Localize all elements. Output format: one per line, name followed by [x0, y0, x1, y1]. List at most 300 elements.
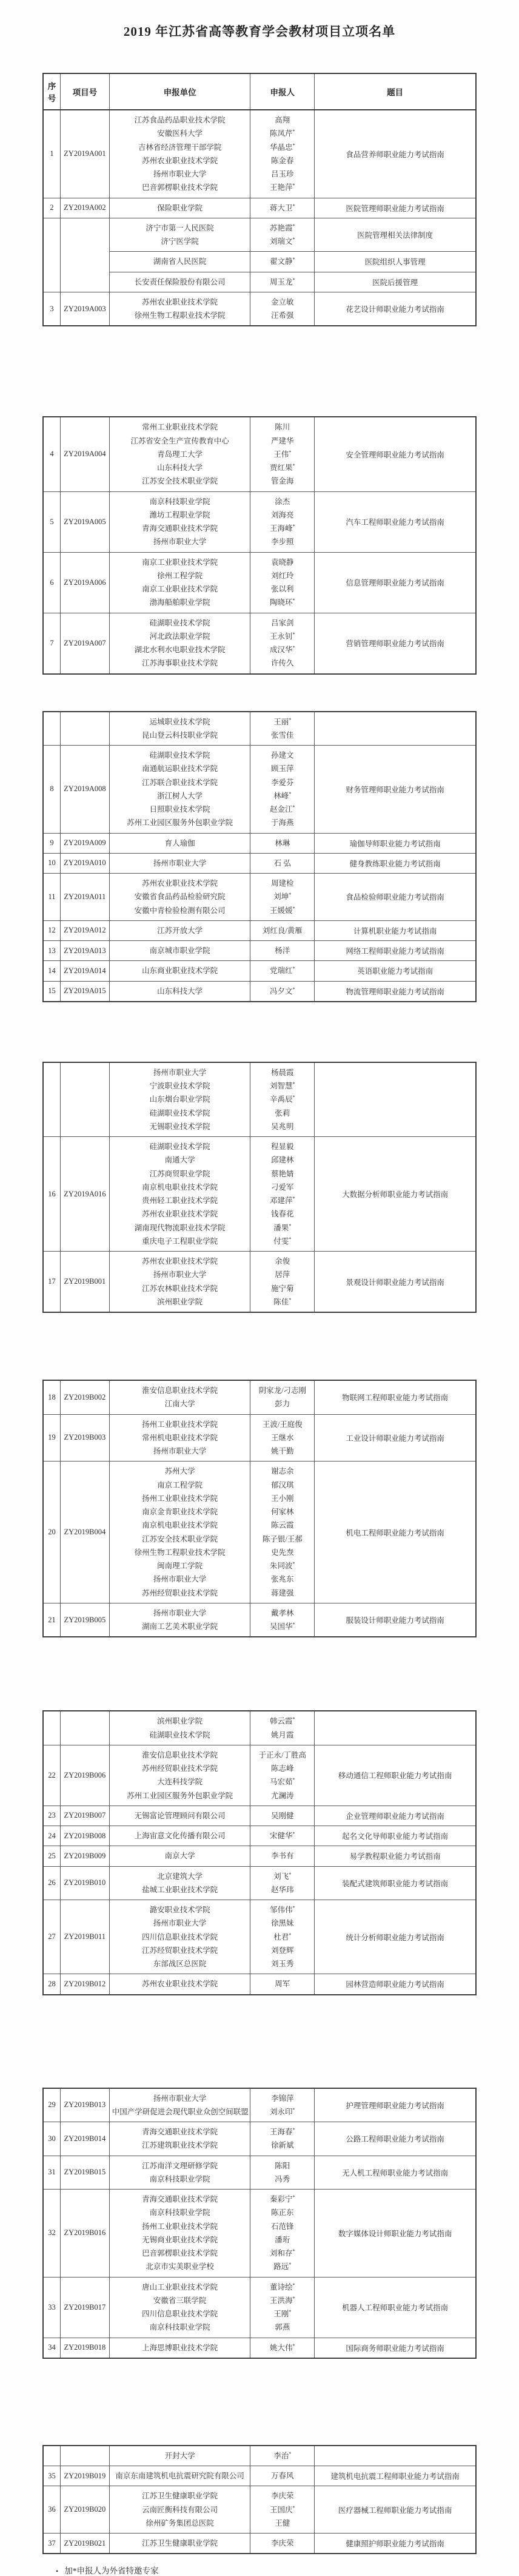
- code-cell: ZY2019B016: [61, 2190, 110, 2278]
- table-row: [43, 1252, 476, 1313]
- code-cell: ZY2019A008: [61, 746, 110, 834]
- title-cell: 计算机职业能力考试指南: [315, 920, 476, 940]
- applicant-cell: [250, 2534, 315, 2554]
- serial-cell: 21: [43, 1603, 61, 1637]
- unit-name: 滨州职业学院: [157, 1297, 203, 1306]
- applicant-name: 刘智慧*: [270, 1081, 295, 1090]
- applicant-name: 冯秀: [275, 2174, 290, 2183]
- applicant-name: 袁晓静: [271, 558, 294, 567]
- invited-expert-mark: *: [292, 1716, 295, 1722]
- unit-name: 江苏安全技术职业学院: [142, 477, 218, 486]
- applicant-name: 谢志余: [271, 1467, 294, 1476]
- unit-cell: [109, 613, 250, 674]
- unit-cell: [109, 272, 250, 292]
- applicant-name: 居萍: [275, 1270, 290, 1280]
- unit-cell: [109, 1806, 250, 1826]
- serial-cell: [43, 1062, 61, 1137]
- unit-name: 硅湖职业技术学院: [149, 1730, 210, 1739]
- unit-name: 江苏省安全生产宣传教育中心: [130, 436, 229, 445]
- table-row: [43, 2156, 476, 2190]
- page-section: [42, 1380, 477, 1637]
- applicant-name: 吕玉珍: [271, 170, 294, 178]
- serial-cell: [43, 218, 61, 292]
- invited-expert-mark: *: [292, 1777, 295, 1783]
- unit-name: 苏州经贸职业技术学院: [142, 1588, 218, 1597]
- unit-cell: [109, 1062, 250, 1137]
- serial-cell: 11: [43, 874, 61, 921]
- invited-expert-mark: *: [292, 277, 295, 283]
- unit-cell: [109, 1745, 250, 1806]
- applicant-name: 石范锋: [271, 2222, 294, 2231]
- unit-name: 青海交通职业技术学院: [142, 2195, 218, 2203]
- applicant-name: 翟文静*: [270, 257, 295, 266]
- unit-name: 苏州农业职业技术学院: [142, 1257, 218, 1266]
- title-cell: 起名文化导师职业能力考试指南: [315, 1826, 476, 1846]
- unit-name: 山东科技大学: [157, 986, 203, 996]
- unit-name: 常州工业职业技术学院: [142, 423, 218, 432]
- unit-name: 安徽中青检验检测有限公司: [134, 906, 226, 915]
- title-cell: 国际商务师职业能力考试指南: [315, 2338, 476, 2358]
- title-cell: 食品营养师职业能力考试指南: [315, 110, 476, 198]
- applicant-name: 于正永/丁胜高: [258, 1750, 307, 1759]
- header-row: [43, 73, 476, 110]
- serial-cell: 3: [43, 292, 61, 326]
- unit-name: 青海交通职业技术学院: [142, 2128, 218, 2136]
- table-row: [43, 1826, 476, 1846]
- title-cell: 瑜伽导师职业能力考试指南: [315, 833, 476, 853]
- applicant-name: 林峰*: [273, 791, 292, 800]
- unit-name: 北京市实美职业学校: [146, 2262, 214, 2271]
- applicant-name: 张莉: [275, 1108, 290, 1118]
- unit-name: 扬州工业职业技术学院: [142, 2222, 218, 2231]
- applicant-name: 潘果*: [273, 1222, 292, 1232]
- page-section: [42, 2088, 477, 2359]
- invited-expert-mark: *: [292, 2504, 295, 2510]
- unit-name: 江苏商贸职业学院: [149, 1169, 210, 1178]
- unit-name: 闽南理工学院: [157, 1562, 203, 1570]
- unit-name: 江苏联合职业技术学院: [142, 778, 218, 787]
- title-cell: [315, 1062, 476, 1137]
- serial-cell: [43, 712, 61, 746]
- table-row: [43, 1866, 476, 1900]
- unit-name: 江苏农林职业技术学院: [142, 1284, 218, 1293]
- unit-name: 扬州市职业大学: [153, 538, 207, 547]
- invited-expert-mark: *: [289, 2450, 292, 2456]
- applicant-cell: [250, 961, 315, 981]
- unit-cell: [109, 2534, 250, 2554]
- applicant-name: 彭力: [275, 1400, 290, 1409]
- applicant-name: 蒋建强: [271, 1588, 294, 1597]
- applicant-name: 辛禹辰*: [270, 1094, 295, 1104]
- title-cell: 安全管理师职业能力考试指南: [315, 417, 476, 491]
- applicant-name: 陶晓环*: [270, 598, 295, 607]
- invited-expert-mark: *: [292, 142, 295, 148]
- title-cell: 无人机工程师职业能力考试指南: [315, 2156, 476, 2190]
- serial-cell: 17: [43, 1252, 61, 1313]
- unit-cell: [109, 198, 250, 218]
- project-table: [42, 2445, 477, 2555]
- unit-name: 湖南省人民医院: [153, 257, 207, 266]
- code-cell: [61, 218, 110, 292]
- applicant-cell: [250, 712, 315, 746]
- code-cell: ZY2019A002: [61, 198, 110, 218]
- code-cell: [61, 1062, 110, 1137]
- invited-expert-mark: *: [289, 1932, 292, 1938]
- applicant-name: 李书有: [271, 1852, 294, 1861]
- unit-cell: [109, 2486, 250, 2534]
- unit-name: 南京机电职业技术学院: [142, 1521, 218, 1530]
- serial-cell: 22: [43, 1745, 61, 1806]
- unit-name: 南京工业职业技术学院: [142, 558, 218, 567]
- applicant-cell: [250, 853, 315, 873]
- applicant-name: 吴国华*: [270, 1621, 295, 1631]
- applicant-cell: [250, 1252, 315, 1313]
- unit-name: 潞安职业技术学院: [149, 1906, 210, 1914]
- applicant-name: 朱同波*: [270, 1560, 295, 1570]
- invited-expert-mark: *: [292, 257, 295, 263]
- unit-cell: [109, 2088, 250, 2122]
- unit-name: 南京金肯职业技术学院: [142, 1508, 218, 1516]
- unit-cell: [109, 2446, 250, 2466]
- unit-name: 徐州生物工程职业技术学院: [134, 311, 226, 320]
- unit-name: 运城职业技术学院: [149, 717, 210, 726]
- title-cell: 园林营造师职业能力考试指南: [315, 1974, 476, 1995]
- code-cell: ZY2019B013: [61, 2088, 110, 2122]
- applicant-name: 蔡艳婧: [271, 1169, 294, 1178]
- unit-cell: [109, 833, 250, 853]
- unit-name: 苏州农业职业技术学院: [142, 1210, 218, 1219]
- column-header: 项目号: [61, 73, 110, 110]
- project-table: [42, 1062, 477, 1313]
- table-row: [43, 1806, 476, 1826]
- serial-cell: 26: [43, 1866, 61, 1900]
- unit-name: 硅湖职业技术学院: [149, 751, 210, 760]
- invited-expert-mark: *: [292, 2282, 295, 2288]
- table-row: [43, 1900, 476, 1974]
- unit-name: 徐州生物工程职业技术学院: [134, 1548, 226, 1557]
- title-cell: 健身教练职业能力考试指南: [315, 853, 476, 873]
- unit-cell: [109, 417, 250, 491]
- code-cell: ZY2019A012: [61, 920, 110, 940]
- applicant-name: 王刚*: [273, 2308, 292, 2318]
- unit-name: 江苏开放大学: [157, 926, 203, 935]
- applicant-name: 许传久: [271, 659, 294, 668]
- unit-name: 苏州工业园区服务外包职业学院: [127, 818, 233, 828]
- applicant-cell: [250, 2486, 315, 2534]
- unit-cell: [109, 1900, 250, 1974]
- unit-cell: [109, 712, 250, 746]
- applicant-name: 苏艳霞*: [270, 223, 295, 232]
- invited-expert-mark: *: [289, 716, 292, 723]
- unit-name: 安徽省食品药品检验研究院: [134, 892, 226, 902]
- applicant-name: 王伟*: [273, 449, 292, 459]
- unit-name: 扬州市职业大学: [153, 1919, 207, 1928]
- applicant-name: 王海春*: [270, 2126, 295, 2136]
- applicant-cell: [250, 1846, 315, 1866]
- applicant-cell: [250, 1137, 315, 1252]
- invited-expert-mark: *: [292, 236, 295, 242]
- applicant-name: 姚干勤: [271, 1447, 294, 1455]
- applicant-name: 党瑞红*: [270, 966, 295, 976]
- serial-cell: 23: [43, 1806, 61, 1826]
- applicant-cell: [250, 833, 315, 853]
- unit-name: 长安责任保险股份有限公司: [134, 277, 226, 286]
- applicant-name: 路远*: [273, 2262, 292, 2271]
- applicant-name: 周军: [275, 1980, 290, 1989]
- applicant-cell: [250, 1806, 315, 1826]
- table-row: [43, 2277, 476, 2338]
- unit-name: 南京机电职业技术学院: [142, 1182, 218, 1192]
- code-cell: ZY2019B002: [61, 1380, 110, 1414]
- unit-cell: [109, 110, 250, 198]
- applicant-name: 万春风: [271, 2472, 294, 2480]
- unit-name: 济宁医学院: [161, 237, 199, 246]
- applicant-cell: [250, 292, 315, 326]
- applicant-cell: [250, 1826, 315, 1846]
- applicant-name: 陈佳*: [273, 1296, 292, 1306]
- applicant-name: 李爱芬: [271, 778, 294, 787]
- applicant-cell: [250, 417, 315, 491]
- unit-name: 江南大学: [164, 1400, 195, 1409]
- unit-cell: [109, 746, 250, 834]
- unit-cell: [109, 853, 250, 873]
- applicant-cell: [250, 272, 315, 292]
- applicant-name: 吴刚健: [271, 1811, 294, 1820]
- column-header: 申报人: [250, 73, 315, 110]
- unit-name: 无锡富论管理顾问有限公司: [134, 1811, 226, 1820]
- applicant-name: 刘玉秀: [271, 1960, 294, 1968]
- title-cell: 工业设计师职业能力考试指南: [315, 1414, 476, 1462]
- unit-name: 日照职业技术学院: [149, 805, 210, 814]
- title-cell: 英语职业能力考试指南: [315, 961, 476, 981]
- unit-name: 扬州市职业大学: [153, 858, 207, 868]
- table-row: [43, 853, 476, 873]
- invited-expert-mark: *: [289, 791, 292, 797]
- unit-name: 安徽省三联学院: [153, 2296, 207, 2305]
- unit-name: 江苏海事职业技术学院: [142, 659, 218, 668]
- unit-name: 保险职业学院: [157, 203, 203, 212]
- invited-expert-mark: *: [289, 2308, 292, 2315]
- serial-cell: 19: [43, 1414, 61, 1462]
- unit-name: 无锡商业职业技术学院: [142, 2235, 218, 2244]
- table-row: [43, 920, 476, 940]
- applicant-cell: [250, 110, 315, 198]
- unit-cell: [109, 1380, 250, 1414]
- applicant-name: 阴家龙/刁志刚: [258, 1386, 307, 1395]
- title-cell: 公路工程师职业能力考试指南: [315, 2122, 476, 2156]
- invited-expert-mark: *: [292, 804, 295, 810]
- table-row: [43, 1462, 476, 1603]
- applicant-cell: [250, 613, 315, 674]
- title-cell: 医院管理相关法律制度: [315, 218, 476, 252]
- unit-name: 重庆电子工程职业学院: [142, 1236, 218, 1246]
- unit-cell: [109, 1846, 250, 1866]
- title-cell: 医疗器械工程师职业能力考试指南: [315, 2486, 476, 2534]
- column-header: 题目: [315, 73, 476, 110]
- unit-name: 吉林省经济管理干部学院: [138, 143, 222, 152]
- unit-cell: [109, 2122, 250, 2156]
- unit-name: 苏州农业职业技术学院: [142, 879, 218, 888]
- applicant-name: 杨洋: [275, 946, 290, 955]
- unit-name: 山东烟台职业学院: [149, 1095, 210, 1104]
- table-row: [43, 2466, 476, 2486]
- applicant-name: 陈云霞: [271, 1521, 294, 1530]
- table-row: [43, 1846, 476, 1866]
- unit-name: 四川信息职业技术学院: [142, 2310, 218, 2318]
- applicant-name: 刘坤*: [273, 892, 292, 902]
- applicant-name: 李庆荣: [271, 2539, 294, 2547]
- table-row: [43, 613, 476, 674]
- applicant-name: 史先焘: [271, 1548, 294, 1557]
- unit-name: 盐城工业职业技术学院: [142, 1885, 218, 1894]
- applicant-name: 周玉龙*: [270, 277, 295, 286]
- unit-name: 扬州市职业大学: [153, 2094, 207, 2103]
- applicant-name: 马宏茹*: [270, 1777, 295, 1787]
- table-row: [43, 1745, 476, 1806]
- title-cell: 装配式建筑师职业能力考试指南: [315, 1866, 476, 1900]
- table-row: [43, 417, 476, 491]
- applicant-name: 王海峰*: [270, 523, 295, 533]
- title-cell: 易学教程职业能力考试指南: [315, 1846, 476, 1866]
- invited-expert-mark: *: [292, 905, 295, 911]
- applicant-cell: [250, 2446, 315, 2466]
- table-row: [43, 874, 476, 921]
- applicant-name: 王继水: [271, 1433, 294, 1442]
- code-cell: ZY2019B019: [61, 2466, 110, 2486]
- code-cell: ZY2019B011: [61, 1900, 110, 1974]
- unit-name: 南京科技职业学院: [149, 497, 210, 506]
- invited-expert-mark: *: [289, 1236, 292, 1242]
- title-cell: [315, 1711, 476, 1745]
- invited-expert-mark: *: [292, 1094, 295, 1101]
- footnote-bullet: •: [56, 2567, 59, 2576]
- unit-cell: [109, 1462, 250, 1603]
- table-row: [43, 1414, 476, 1462]
- unit-name: 大连科技学院: [157, 1778, 203, 1787]
- applicant-name: 张兆东: [271, 1575, 294, 1584]
- unit-name: 江苏卫生健康职业学院: [142, 2539, 218, 2547]
- applicant-name: 于海燕: [271, 818, 294, 828]
- unit-name: 渤海船舶职业学院: [149, 598, 210, 607]
- title-cell: 健康照护师职业能力考试指南: [315, 2534, 476, 2554]
- unit-name: 潍坊工程职业学院: [149, 510, 210, 519]
- applicant-name: 余俊: [275, 1257, 290, 1266]
- applicant-name: 王小刚: [271, 1494, 294, 1503]
- applicant-name: 赵华玮: [271, 1885, 294, 1894]
- table-row: [43, 1062, 476, 1137]
- unit-cell: [109, 1137, 250, 1252]
- page-section: [42, 73, 477, 326]
- applicant-name: 董诗绘*: [270, 2282, 295, 2291]
- code-cell: ZY2019A015: [61, 981, 110, 1002]
- page-section: [42, 1062, 477, 1313]
- unit-name: 上海宙意文化传播有限公司: [134, 1832, 226, 1840]
- unit-name: 中国产学研促进会现代职业众创空间联盟: [112, 2107, 249, 2116]
- title-cell: 食品检验师职业能力考试指南: [315, 874, 476, 921]
- title-cell: 服装设计师职业能力考试指南: [315, 1603, 476, 1637]
- unit-name: 湖南现代物流职业技术学院: [134, 1223, 226, 1232]
- title-cell: 信息管理师职业能力考试指南: [315, 552, 476, 613]
- invited-expert-mark: *: [292, 183, 295, 189]
- applicant-name: 何家林: [271, 1508, 294, 1516]
- unit-name: 河北政法职业学院: [149, 632, 210, 641]
- applicant-cell: [250, 2338, 315, 2358]
- unit-name: 江苏食品药品职业技术学院: [134, 116, 226, 124]
- unit-cell: [109, 2156, 250, 2190]
- table-row: [43, 2190, 476, 2278]
- project-table: [42, 711, 477, 1002]
- applicant-cell: [250, 1603, 315, 1637]
- unit-name: 苏州农业职业技术学院: [142, 156, 218, 165]
- unit-name: 东部战区总医院: [153, 1960, 207, 1968]
- invited-expert-mark: *: [292, 1081, 295, 1087]
- title-cell: 护理管理师职业能力考试指南: [315, 2088, 476, 2122]
- unit-name: 南通航运职业技术学院: [142, 764, 218, 774]
- table-row: [43, 1137, 476, 1252]
- table-row: [43, 2088, 476, 2122]
- footnote: [56, 2564, 519, 2576]
- unit-name: 南京城市职业学院: [149, 946, 210, 955]
- applicant-name: 付雯*: [273, 1236, 292, 1246]
- serial-cell: 8: [43, 746, 61, 834]
- title-cell: 移动通信工程师职业能力考试指南: [315, 1745, 476, 1806]
- unit-name: 宁波职业技术学院: [149, 1082, 210, 1090]
- serial-cell: 14: [43, 961, 61, 981]
- unit-name: 南京大学: [164, 1852, 195, 1861]
- unit-name: 湖北水利水电职业技术学院: [134, 646, 226, 654]
- title-cell: 大数据分析师职业能力考试指南: [315, 1137, 476, 1252]
- unit-name: 滨州职业学院: [157, 1717, 203, 1726]
- invited-expert-mark: *: [289, 1871, 292, 1877]
- code-cell: ZY2019A009: [61, 833, 110, 853]
- applicant-name: 尤澜涛: [271, 1791, 294, 1800]
- unit-name: 扬州市职业大学: [153, 170, 207, 178]
- code-cell: ZY2019B015: [61, 2156, 110, 2190]
- applicant-name: 杜君*: [273, 1932, 292, 1941]
- unit-name: 上海思博职业技术学院: [142, 2343, 218, 2352]
- table-row: [43, 712, 476, 746]
- applicant-cell: [250, 1900, 315, 1974]
- invited-expert-mark: *: [292, 2194, 295, 2200]
- title-cell: 营销管理师职业能力考试指南: [315, 613, 476, 674]
- unit-name: 唐山工业职业技术学院: [142, 2282, 218, 2291]
- applicant-name: 李锦萍: [271, 2094, 294, 2103]
- code-cell: ZY2019A006: [61, 552, 110, 613]
- serial-cell: 37: [43, 2534, 61, 2554]
- code-cell: ZY2019A011: [61, 874, 110, 921]
- applicant-name: 杨晨霞: [271, 1068, 294, 1077]
- invited-expert-mark: *: [292, 1830, 295, 1836]
- applicant-cell: [250, 1414, 315, 1462]
- unit-name: 苏州工业园区服务外包职业学院: [127, 1791, 233, 1800]
- applicant-cell: [250, 2466, 315, 2486]
- applicant-name: 刘瑞文*: [270, 236, 295, 246]
- unit-name: 开封大学: [164, 2451, 195, 2460]
- serial-cell: 25: [43, 1846, 61, 1866]
- serial-cell: 5: [43, 491, 61, 552]
- invited-expert-mark: *: [292, 631, 295, 637]
- applicant-name: 郭燕: [275, 2323, 290, 2332]
- applicant-name: 石 弘: [273, 858, 291, 868]
- applicant-name: 李步照: [271, 538, 294, 547]
- title-cell: 统计分析师职业能力考试指南: [315, 1900, 476, 1974]
- table-row: [43, 2534, 476, 2554]
- serial-cell: 36: [43, 2486, 61, 2534]
- serial-cell: 33: [43, 2277, 61, 2338]
- unit-cell: [109, 2190, 250, 2278]
- applicant-name: 吕家剑: [271, 618, 294, 627]
- invited-expert-mark: *: [292, 2342, 295, 2348]
